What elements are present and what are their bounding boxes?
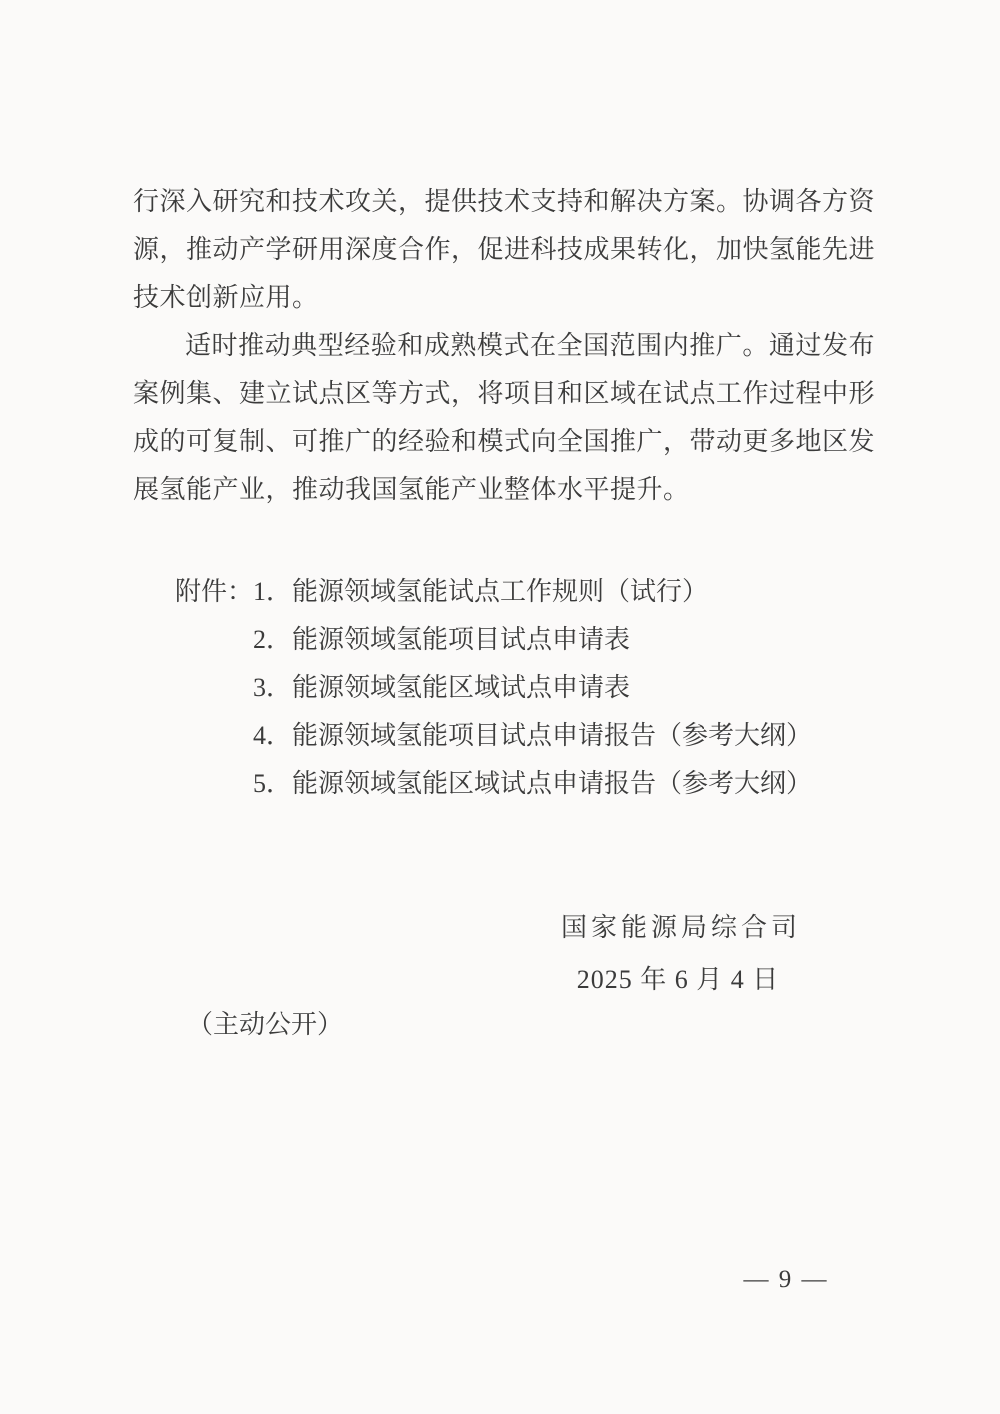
document-body (133, 178, 875, 808)
disclosure-note: （主动公开） (187, 1010, 344, 1039)
attachment-item: 2．能源领域氢能项目试点申请表 (253, 625, 631, 654)
attachment-item: 5．能源领域氢能区域试点申请报告（参考大纲） (253, 769, 813, 798)
attachment-item: 4．能源领域氢能项目试点申请报告（参考大纲） (253, 721, 813, 750)
attachment-item: 3．能源领域氢能区域试点申请表 (253, 673, 631, 702)
body-paragraph-1: 行深入研究和技术攻关，提供技术支持和解决方案。协调各方资源，推动产学研用深度合作，促进科技成果转化，加快氢能先进技术创新应用。 (133, 187, 876, 312)
signature-date: 2025 年 6 月 4 日 (576, 965, 780, 994)
page-number: — 9 — (743, 1266, 829, 1293)
signature-issuer: 国家能源局综合司 (560, 913, 802, 942)
body-paragraph-2: 适时推动典型经验和成熟模式在全国范围内推广。通过发布案例集、建立试点区等方式，将项目和区域在试点工作过程中形成的可复制、可推广的经验和模式向全国推广，带动更多地区发展氢能产业，推动我国氢能产业整体水平提升。 (133, 331, 876, 504)
attachments-list (253, 568, 875, 808)
attachment-item: 1．能源领域氢能试点工作规则（试行） (253, 577, 709, 606)
attachments-label: 附件： (175, 577, 254, 606)
attachments-section (133, 568, 875, 808)
